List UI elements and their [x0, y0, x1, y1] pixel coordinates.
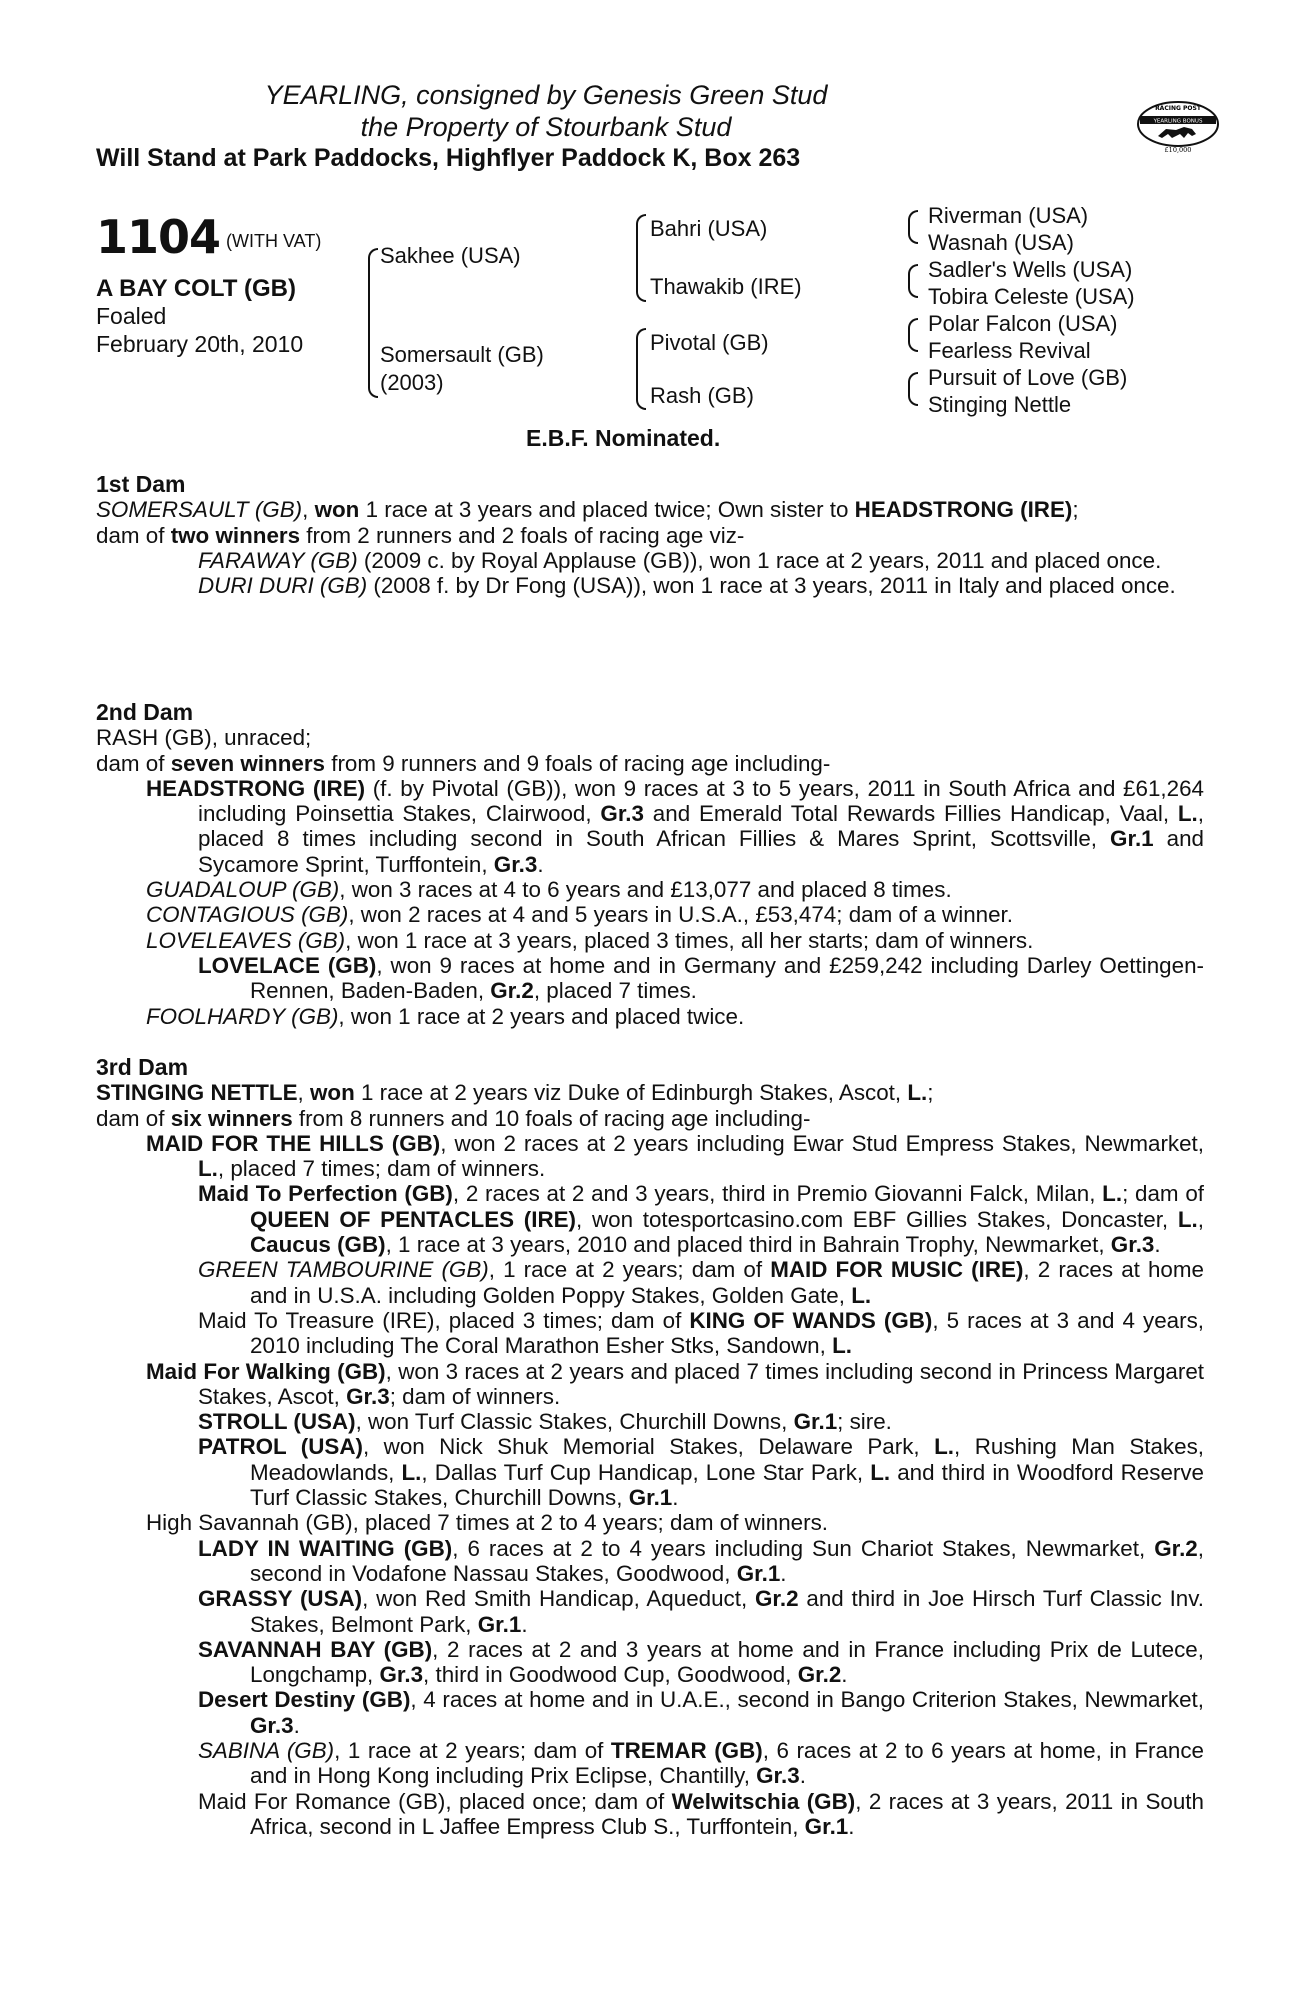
pedigree-brace: [908, 372, 918, 406]
produce-entry: Maid To Treasure (IRE), placed 3 times; dam of KING OF WANDS (GB), 5 races at 3 and 4 years, 2010 including The Coral Marathon Esher Stks, Sandown, L.: [198, 1307, 1204, 1359]
produce-entry: Maid To Perfection (GB), 2 races at 2 and 3 years, third in Premio Giovanni Falck, Milan, L.; dam of QUEEN OF PENTACLES (IRE), won totesportcasino.com EBF Gillies Stakes, Doncaster, L., Caucus (GB), 1 race at 3 years, 2010 and placed third in Bahrain Trophy, Newmarket, Gr.3.: [198, 1181, 1204, 1258]
produce-entry: MAID FOR THE HILLS (GB), won 2 races at 2 years including Ewar Stud Empress Stakes, Newmarket, L., placed 7 times; dam of winners.: [146, 1130, 1205, 1182]
produce-entry: HEADSTRONG (IRE) (f. by Pivotal (GB)), won 9 races at 3 to 5 years, 2011 in South Africa and £61,264 including Poinsettia Stakes, Clairwood, Gr.3 and Emerald Total Rewards Fillies Handicap, Vaal, L., placed 8 times including second in South African Fillies & Mares Sprint, Scottsville, Gr.1 and Sycamore Sprint, Turffontein, Gr.3.: [146, 775, 1204, 877]
produce-entry: SAVANNAH BAY (GB), 2 races at 2 and 3 years at home and in France including Prix de Lutece, Longchamp, Gr.3, third in Goodwood Cup, Goodwood, Gr.2.: [198, 1636, 1204, 1688]
yearling-bonus-badge-icon: [1132, 96, 1224, 154]
produce-entry: High Savannah (GB), placed 7 times at 2 to 4 years; dam of winners.: [146, 1510, 829, 1536]
lot-number-block: [96, 210, 321, 264]
pedigree-sdd: Tobira Celeste (USA): [928, 284, 1135, 309]
produce-entry: PATROL (USA), won Nick Shuk Memorial Stakes, Delaware Park, L., Rushing Man Stakes, Meadowlands, L., Dallas Turf Cup Handicap, Lone Star Park, L. and third in Woodford Reserve Turf Classic Stakes, Churchill Downs, Gr.1.: [198, 1434, 1204, 1511]
pedigree-dds: Pursuit of Love (GB): [928, 365, 1128, 390]
produce-entry: LADY IN WAITING (GB), 6 races at 2 to 4 years including Sun Chariot Stakes, Newmarket, Gr.2, second in Vodafone Nassau Stakes, Goodwood, Gr.1.: [198, 1535, 1204, 1586]
pedigree-ss: Bahri (USA): [650, 216, 768, 241]
produce-entry: FARAWAY (GB) (2009 c. by Royal Applause (GB)), won 1 race at 2 years, 2011 and placed once.: [198, 547, 1162, 573]
lot-number: 1104: [96, 210, 221, 264]
produce-entry: FOOLHARDY (GB), won 1 race at 2 years and placed twice.: [146, 1003, 745, 1029]
pedigree-ssd: Wasnah (USA): [928, 230, 1074, 255]
pedigree-brace: [908, 210, 918, 244]
property-line: the Property of Stourbank Stud: [360, 112, 732, 142]
produce-entry: Desert Destiny (GB), 4 races at home and in U.A.E., second in Bango Criterion Stakes, Newmarket, Gr.3.: [198, 1687, 1204, 1738]
ebf-nominated: E.B.F. Nominated.: [526, 425, 721, 451]
consignment-line: YEARLING, consigned by Genesis Green Stud: [264, 80, 828, 110]
section-heading: 2nd Dam: [96, 699, 194, 725]
produce-entry: GRASSY (USA), won Red Smith Handicap, Aqueduct, Gr.2 and third in Joe Hirsch Turf Classic Inv. Stakes, Belmont Park, Gr.1.: [198, 1586, 1205, 1637]
pedigree-sds: Sadler's Wells (USA): [928, 257, 1133, 282]
produce-entry: LOVELEAVES (GB), won 1 race at 3 years, placed 3 times, all her starts; dam of winners.: [146, 927, 1034, 953]
pedigree-brace: [636, 214, 646, 302]
pedigree-ddd: Stinging Nettle: [928, 392, 1072, 417]
foaled-label: Foaled: [96, 303, 167, 329]
foaled-date: February 20th, 2010: [96, 331, 304, 357]
second-dam-section: [96, 700, 1204, 1029]
produce-entry: Maid For Romance (GB), placed once; dam of Welwitschia (GB), 2 races at 3 years, 2011 in South Africa, second in L Jaffee Empress Club S., Turffontein, Gr.1.: [198, 1788, 1204, 1839]
pedigree-brace: [368, 248, 378, 398]
pedigree-sire: Sakhee (USA): [380, 243, 521, 268]
produce-entry: LOVELACE (GB), won 9 races at home and in Germany and £259,242 including Darley Oettingen-Rennen, Baden-Baden, Gr.2, placed 7 times.: [198, 952, 1204, 1004]
produce-entry: GREEN TAMBOURINE (GB), 1 race at 2 years; dam of MAID FOR MUSIC (IRE), 2 races at home and in U.S.A. including Golden Poppy Stakes, Golden Gate, L.: [198, 1257, 1204, 1308]
pedigree-dsd: Fearless Revival: [928, 338, 1091, 363]
third-dam-section: [96, 1055, 1204, 1839]
pedigree-brace: [636, 328, 646, 410]
lot-vat: (WITH VAT): [226, 231, 322, 251]
dam-produce-summary: dam of seven winners from 9 runners and 9 foals of racing age including-: [96, 750, 831, 776]
dam-produce-summary: dam of six winners from 8 runners and 10 foals of racing age including-: [96, 1105, 811, 1131]
badge-bottom-text: £10,000: [1164, 146, 1192, 154]
pedigree-dd: Rash (GB): [650, 383, 754, 408]
produce-entry: SABINA (GB), 1 race at 2 years; dam of TREMAR (GB), 6 races at 2 to 6 years at home, in France and in Hong Kong including Prix Eclipse, Chantilly, Gr.3.: [198, 1738, 1204, 1789]
pedigree-sd: Thawakib (IRE): [650, 274, 802, 299]
lot-description: A BAY COLT (GB): [96, 275, 297, 302]
section-heading: 3rd Dam: [96, 1054, 189, 1080]
produce-entry: GUADALOUP (GB), won 3 races at 4 to 6 years and £13,077 and placed 8 times.: [146, 877, 952, 903]
pedigree-brace: [908, 264, 918, 298]
section-heading: 1st Dam: [96, 471, 186, 497]
pedigree-dam-year: (2003): [380, 370, 444, 395]
dam-produce-summary: dam of two winners from 2 runners and 2 foals of racing age viz-: [96, 522, 745, 548]
badge-mid-text: YEARLING BONUS: [1153, 118, 1203, 125]
produce-entry: DURI DURI (GB) (2008 f. by Dr Fong (USA)), won 1 race at 3 years, 2011 in Italy and placed once.: [198, 573, 1176, 599]
pedigree-dam: Somersault (GB): [380, 342, 544, 367]
pedigree-sss: Riverman (USA): [928, 203, 1089, 228]
produce-entry: STROLL (USA), won Turf Classic Stakes, Churchill Downs, Gr.1; sire.: [198, 1409, 892, 1435]
dam-entry: RASH (GB), unraced;: [96, 725, 312, 751]
produce-entry: Maid For Walking (GB), won 3 races at 2 years and placed 7 times including second in Princess Margaret Stakes, Ascot, Gr.3; dam of winners.: [146, 1358, 1204, 1409]
stand-line: Will Stand at Park Paddocks, Highflyer Paddock K, Box 263: [96, 144, 801, 172]
first-dam-section: [96, 472, 1204, 598]
pedigree-brace: [908, 318, 918, 352]
pedigree-dss: Polar Falcon (USA): [928, 311, 1118, 336]
dam-entry: SOMERSAULT (GB), won 1 race at 3 years and placed twice; Own sister to HEADSTRONG (IRE);: [96, 497, 1079, 523]
produce-entry: CONTAGIOUS (GB), won 2 races at 4 and 5 years in U.S.A., £53,474; dam of a winner.: [146, 902, 1013, 928]
dam-entry: STINGING NETTLE, won 1 race at 2 years viz Duke of Edinburgh Stakes, Ascot, L.;: [96, 1080, 934, 1106]
badge-top-text: RACING POST: [1155, 105, 1201, 112]
pedigree-ds: Pivotal (GB): [650, 330, 769, 355]
